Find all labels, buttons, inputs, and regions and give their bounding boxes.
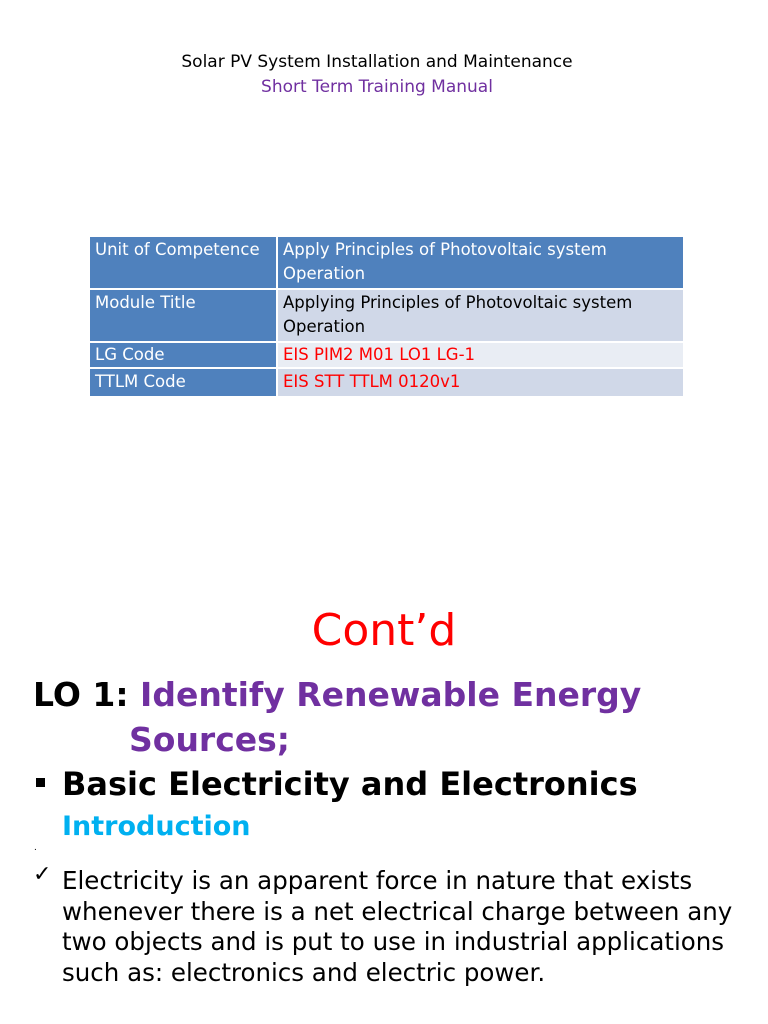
table-label-lg-code: LG Code bbox=[89, 342, 277, 368]
info-table bbox=[88, 235, 685, 398]
body-paragraph: Electricity is an apparent force in nature that exists whenever there is a net electrical charge between any two objects and is put to use in industrial applications such as: electronics and electric power. bbox=[62, 866, 733, 987]
table-value-unit-of-competence: Apply Principles of Photovoltaic system Operation bbox=[277, 236, 684, 289]
table-label-ttlm-code: TTLM Code bbox=[89, 368, 277, 397]
table-label-unit-of-competence: Unit of Competence bbox=[89, 236, 277, 289]
contd-heading: Cont’d bbox=[311, 605, 457, 656]
table-row bbox=[89, 368, 684, 397]
table-value-module-title: Applying Principles of Photovoltaic system Operation bbox=[277, 289, 684, 342]
table-value-lg-code: EIS PIM2 M01 LO1 LG-1 bbox=[277, 342, 684, 368]
table-row bbox=[89, 342, 684, 368]
checkmark-icon: ✓ bbox=[33, 862, 52, 887]
lo-title-line2: Sources; bbox=[129, 720, 290, 759]
table-value-ttlm-code: EIS STT TTLM 0120v1 bbox=[277, 368, 684, 397]
document-title: Solar PV System Installation and Maintenance bbox=[181, 52, 573, 72]
table-row bbox=[89, 236, 684, 289]
square-bullet-icon bbox=[36, 778, 45, 787]
intro-heading: Introduction bbox=[62, 811, 251, 842]
learning-outcome-heading bbox=[33, 672, 733, 718]
lo-prefix: LO 1: bbox=[33, 675, 141, 714]
lo-title-line1: Identify Renewable Energy bbox=[140, 675, 642, 714]
section-heading: Basic Electricity and Electronics bbox=[62, 765, 638, 803]
table-row bbox=[89, 289, 684, 342]
table-label-module-title: Module Title bbox=[89, 289, 277, 342]
document-subtitle: Short Term Training Manual bbox=[261, 77, 493, 97]
stray-mark: . bbox=[34, 842, 37, 853]
